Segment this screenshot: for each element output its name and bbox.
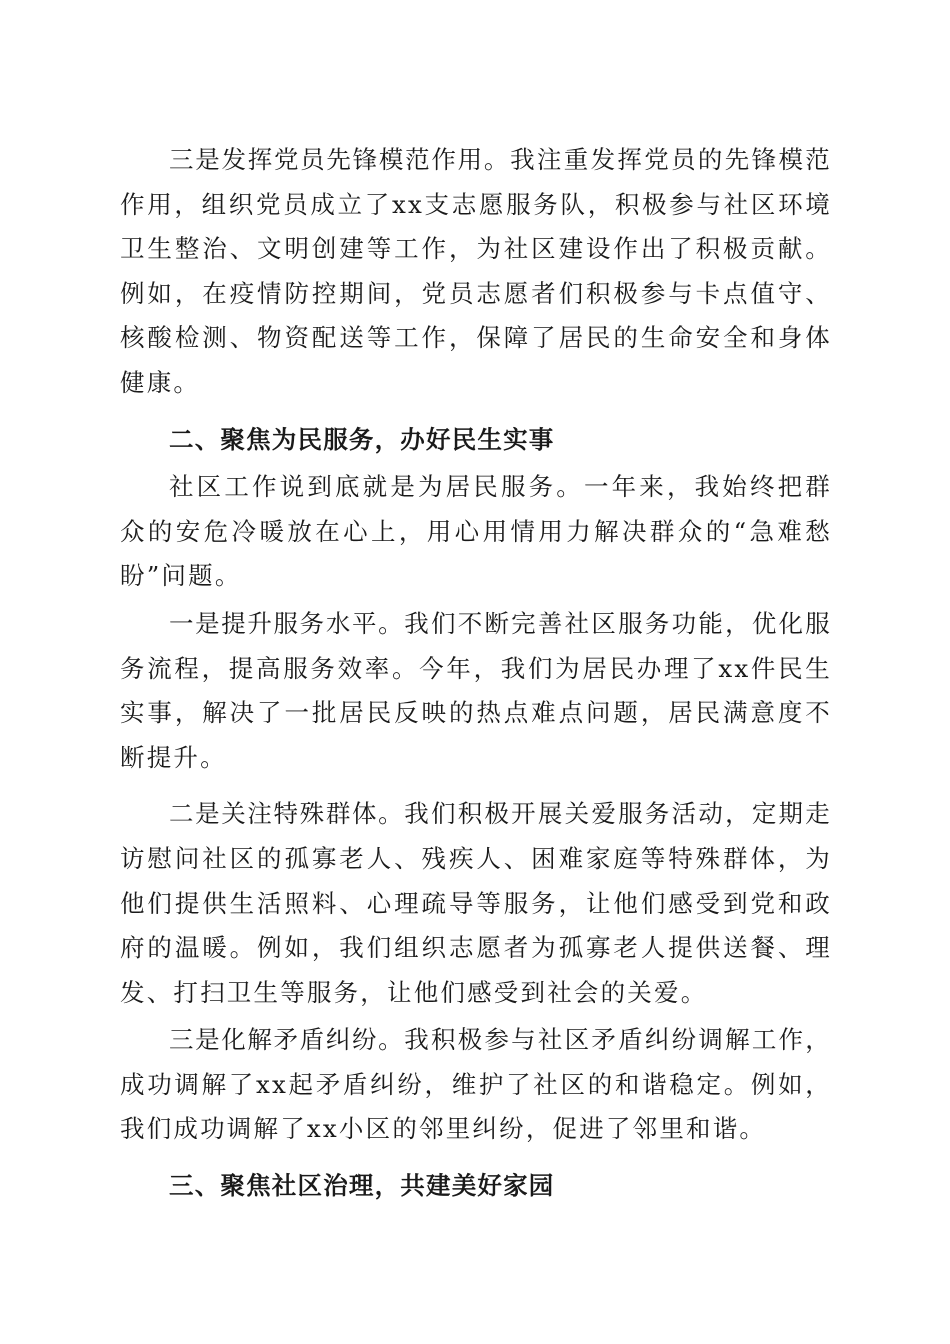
paragraph-lead: 一是提升服务水平。 xyxy=(169,608,405,638)
paragraph-dispute-resolution xyxy=(120,1018,832,1152)
paragraph-text: 我们积极开展关爱服务活动，定期走访慰问社区的孤寡老人、残疾人、困难家庭等特殊群体，为他们提供生活照料、心理疏导等服务，让他们感受到党和政府的温暖。例如，我们组织志愿者为孤寡老人提供送餐、理发、打扫卫生等服务，让他们感受到社会的关爱。 xyxy=(120,799,832,1007)
paragraph-text: 我积极参与社区矛盾纠纷调解工作，成功调解了xx起矛盾纠纷，维护了社区的和谐稳定。例如，我们成功调解了xx小区的邻里纠纷，促进了邻里和谐。 xyxy=(120,1025,832,1144)
paragraph-lead: 三是发挥党员先锋模范作用。 xyxy=(169,145,511,174)
section-heading-3: 三、聚焦社区治理，共建美好家园 xyxy=(169,1171,555,1201)
paragraph-party-members xyxy=(120,138,832,406)
section-heading-2: 二、聚焦为民服务，办好民生实事 xyxy=(169,424,555,454)
paragraph-lead: 三是化解矛盾纠纷。 xyxy=(169,1025,405,1055)
document-body xyxy=(120,138,832,1212)
paragraph-lead: 二是关注特殊群体。 xyxy=(169,799,405,829)
paragraph-text: 我注重发挥党员的先锋模范作用，组织党员成立了xx支志愿服务队，积极参与社区环境卫生整治、文明创建等工作，为社区建设作出了积极贡献。例如，在疫情防控期间，党员志愿者们积极参与卡点值守、核酸检测、物资配送等工作，保障了居民的生命安全和身体健康。 xyxy=(120,145,832,397)
paragraph-service-level xyxy=(120,602,832,780)
paragraph-text: 社区工作说到底就是为居民服务。一年来，我始终把群众的安危冷暖放在心上，用心用情用力解决群众的“急难愁盼”问题。 xyxy=(120,472,832,591)
paragraph-text: 我们不断完善社区服务功能，优化服务流程，提高服务效率。今年，我们为居民办理了xx件民生实事，解决了一批居民反映的热点难点问题，居民满意度不断提升。 xyxy=(120,608,832,772)
paragraph-service-intro xyxy=(120,465,832,599)
paragraph-special-groups xyxy=(120,792,832,1015)
